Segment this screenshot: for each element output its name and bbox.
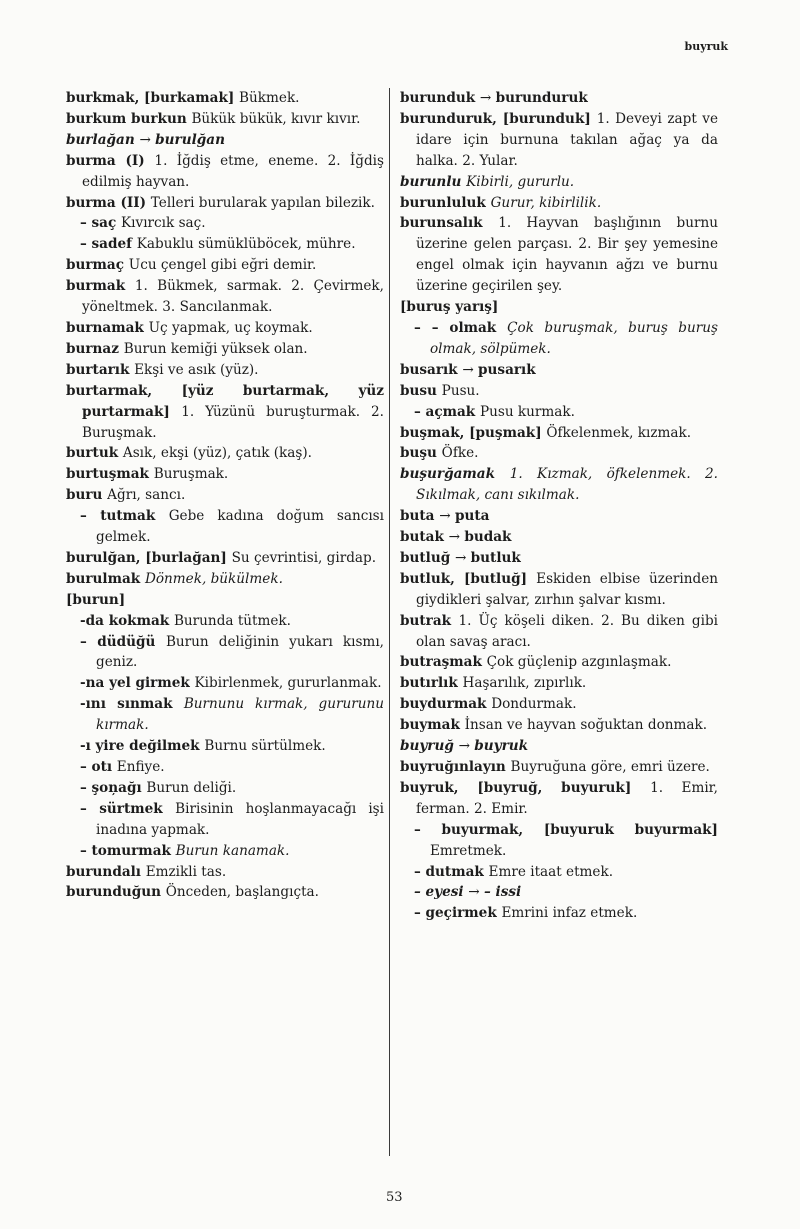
definition: → — [462, 361, 479, 378]
definition: Kabuklu sümüklüböcek, mühre. — [136, 236, 356, 253]
dictionary-subentry — [66, 234, 384, 255]
dictionary-entry — [66, 339, 384, 360]
dictionary-subentry — [66, 778, 384, 799]
dictionary-entry — [400, 109, 718, 172]
dictionary-entry — [400, 193, 718, 214]
headword: – – olmak — [414, 319, 508, 336]
headword: burtuk — [66, 445, 123, 462]
definition: Telleri burularak yapılan bilezik. — [150, 194, 375, 211]
definition: → — [458, 738, 475, 755]
running-head: buyruk — [684, 40, 728, 53]
headword: -ını sınmak — [80, 696, 184, 713]
definition: Gurur, kibirlilik. — [490, 194, 602, 211]
definition: Eskiden elbise üzerinden giydikleri şalvar, zırhın şalvar kısmı. — [416, 570, 719, 608]
headword: burunduruk, [burunduk] — [400, 110, 597, 127]
dictionary-entry — [400, 172, 718, 193]
headword: butrak — [400, 612, 459, 629]
headword: – saç — [80, 215, 122, 232]
dictionary-subentry — [400, 862, 718, 883]
dictionary-entry — [66, 276, 384, 318]
dictionary-subentry — [66, 506, 384, 548]
dictionary-subentry — [400, 882, 718, 903]
headword: – geçirmek — [414, 905, 502, 922]
dictionary-entry — [400, 548, 718, 569]
headword: burma (I) — [66, 152, 155, 169]
definition: Dönmek, bükülmek. — [144, 570, 283, 587]
definition: Emretmek. — [430, 842, 507, 859]
dictionary-entry — [400, 527, 718, 548]
dictionary-entry — [400, 381, 718, 402]
dictionary-entry — [66, 443, 384, 464]
definition: Burun deliği. — [146, 779, 237, 796]
definition: Emzikli tas. — [145, 863, 227, 880]
definition: Burnu sürtülmek. — [204, 738, 326, 755]
dictionary-entry — [66, 109, 384, 130]
dictionary-entry — [400, 673, 718, 694]
definition: Burunda tütmek. — [173, 612, 291, 629]
headword: burunduruk — [495, 90, 588, 106]
headword: buşmak, [puşmak] — [400, 424, 547, 441]
dictionary-entry — [400, 506, 718, 527]
definition: 1. Emir, ferman. 2. Emir. — [416, 779, 719, 817]
headword: – eyesi — [414, 884, 469, 901]
definition: 1. Kızmak, öfkelenmek. 2. Sıkılmak, canı sıkılmak. — [416, 466, 718, 504]
definition: Burun kemiği yüksek olan. — [123, 340, 308, 357]
headword: -na yel girmek — [80, 675, 195, 692]
dictionary-subentry — [66, 673, 384, 694]
definition: 1. Üç köşeli diken. 2. Bu diken gibi olan savaş aracı. — [416, 612, 719, 650]
headword: busu — [400, 382, 442, 399]
definition: Pusu. — [441, 382, 480, 399]
definition: → — [448, 529, 465, 546]
headword: busarık — [400, 361, 463, 378]
definition: İnsan ve hayvan soğuktan donmak. — [464, 717, 708, 734]
definition: Ucu çengel gibi eğri demir. — [128, 257, 317, 274]
headword: burnaz — [66, 340, 124, 357]
headword: burundalı — [66, 863, 146, 880]
definition: Öfke. — [441, 445, 479, 462]
page-number: 53 — [386, 1190, 403, 1205]
left-column — [66, 88, 384, 903]
dictionary-subentry — [66, 213, 384, 234]
dictionary-entry — [400, 715, 718, 736]
dictionary-entry — [66, 130, 384, 151]
headword: – buyurmak, [buyuruk buyurmak] — [414, 821, 718, 838]
headword: butluğ — [400, 549, 455, 566]
dictionary-subentry — [66, 799, 384, 841]
headword: -ı yire değilmek — [80, 738, 205, 755]
headword: buşu — [400, 445, 442, 462]
headword: buta — [400, 508, 440, 525]
dictionary-entry — [400, 569, 718, 611]
headword: – dutmak — [414, 863, 489, 880]
dictionary-entry — [66, 569, 384, 590]
dictionary-entry — [66, 381, 384, 444]
headword: buyruk — [474, 738, 529, 755]
definition: → — [139, 131, 156, 148]
dictionary-entry — [66, 318, 384, 339]
dictionary-entry — [66, 255, 384, 276]
dictionary-entry — [400, 464, 718, 506]
definition: 1. İğdiş etme, eneme. 2. İğdiş edilmiş hayvan. — [82, 152, 384, 190]
headword: -da kokmak — [80, 612, 174, 629]
headword: burtarık — [66, 361, 135, 378]
headword: [buruş yarış] — [400, 299, 499, 316]
definition: 1. Hayvan başlığının burnu üzerine gelen parçası. 2. Bir şey yemesine engel olmak için hayvanın ağzı ve burnu üzerine geçirilen şey. — [416, 215, 718, 295]
definition: Çok buruşmak, buruş buruş olmak, sölpümek. — [430, 319, 718, 357]
headword: butluk, [butluğ] — [400, 570, 537, 587]
right-column — [400, 88, 718, 924]
dictionary-subentry — [400, 402, 718, 423]
definition: Ekşi ve asık (yüz). — [134, 361, 259, 378]
definition: Emrini infaz etmek. — [501, 905, 638, 922]
headword: pusarık — [478, 361, 536, 378]
definition: → — [454, 549, 471, 566]
definition: Gebe kadına doğum sancısı gelmek. — [96, 508, 384, 546]
definition: Kibirlenmek, gururlanmak. — [194, 675, 382, 692]
headword: budak — [464, 529, 512, 546]
dictionary-entry — [400, 778, 718, 820]
dictionary-entry — [66, 882, 384, 903]
dictionary-entry — [66, 862, 384, 883]
dictionary-subentry — [400, 820, 718, 862]
dictionary-entry — [400, 757, 718, 778]
definition: → — [479, 90, 496, 106]
dictionary-subentry — [66, 757, 384, 778]
definition: Birisinin hoşlanmayacağı işi inadına yapmak. — [96, 800, 384, 838]
headword: buru — [66, 487, 108, 504]
definition: Bükük bükük, kıvır kıvır. — [191, 110, 361, 127]
definition: Uç yapmak, uç koymak. — [148, 319, 313, 336]
definition: Öfkelenmek, kızmak. — [546, 424, 692, 441]
headword: – sürtmek — [80, 800, 176, 817]
definition: Burun kanamak. — [175, 842, 290, 859]
definition: Çok güçlenip azgınlaşmak. — [486, 654, 672, 671]
headword: burulğan, [burlağan] — [66, 549, 232, 566]
definition: 1. Deveyi zapt ve idare için burnuna takılan ağaç ya da halka. 2. Yular. — [416, 110, 718, 169]
headword: butak — [400, 529, 449, 546]
definition: Bükmek. — [239, 90, 300, 106]
headword: – otı — [80, 759, 117, 775]
headword: – düdüğü — [80, 633, 166, 650]
dictionary-subentry — [400, 318, 718, 360]
headword: buyruğ — [400, 738, 459, 755]
headword: burkum burkun — [66, 110, 192, 127]
headword: burunsalık — [400, 215, 499, 232]
headword: buyruğınlayın — [400, 759, 511, 775]
headword: – tomurmak — [80, 842, 176, 859]
definition: Burun deliğinin yukarı kısmı, geniz. — [96, 633, 384, 671]
headword: buydurmak — [400, 696, 492, 713]
definition: Burnunu kırmak, gururunu kırmak. — [96, 696, 384, 734]
definition: 1. Yüzünü buruşturmak. 2. Buruşmak. — [82, 403, 384, 441]
headword: burkmak, [burkamak] — [66, 90, 240, 106]
headword: butırlık — [400, 675, 463, 692]
headword: burunduk — [400, 90, 480, 106]
dictionary-entry — [66, 590, 384, 611]
headword: burlağan — [66, 131, 140, 148]
headword: puta — [454, 508, 490, 525]
dictionary-subentry — [66, 736, 384, 757]
headword: buyruk, [buyruğ, buyuruk] — [400, 779, 651, 796]
definition: Emre itaat etmek. — [488, 863, 614, 880]
definition: Asık, ekşi (yüz), çatık (kaş). — [122, 445, 312, 462]
definition: 1. Bükmek, sarmak. 2. Çevirmek, yöneltmek. 3. Sancılanmak. — [82, 278, 384, 316]
definition: Haşarılık, zıpırlık. — [462, 675, 587, 692]
dictionary-subentry — [66, 632, 384, 674]
dictionary-entry — [66, 485, 384, 506]
definition: Su çevrintisi, girdap. — [231, 549, 377, 566]
dictionary-entry — [400, 443, 718, 464]
definition: Kıvırcık saç. — [121, 215, 206, 232]
dictionary-subentry — [66, 694, 384, 736]
headword: butraşmak — [400, 654, 487, 671]
dictionary-entry — [66, 88, 384, 109]
headword: burmaç — [66, 257, 129, 274]
headword: – issi — [484, 884, 522, 901]
headword: [burun] — [66, 591, 126, 608]
headword: – sadef — [80, 236, 137, 253]
headword: burmak — [66, 278, 135, 295]
headword: burulğan — [155, 131, 225, 148]
dictionary-entry — [400, 652, 718, 673]
definition: Önceden, başlangıçta. — [165, 884, 319, 901]
dictionary-entry — [400, 297, 718, 318]
definition: Ağrı, sancı. — [107, 487, 186, 504]
dictionary-entry — [66, 151, 384, 193]
headword: burma (II) — [66, 194, 151, 211]
dictionary-entry — [66, 464, 384, 485]
headword: buymak — [400, 717, 465, 734]
dictionary-entry — [400, 213, 718, 297]
definition: Buyruğuna göre, emri üzere. — [510, 759, 710, 775]
dictionary-entry — [400, 736, 718, 757]
headword: burunluluk — [400, 194, 491, 211]
dictionary-subentry — [400, 903, 718, 924]
headword: burtuşmak — [66, 466, 154, 483]
dictionary-entry — [400, 88, 718, 109]
definition: Enfiye. — [116, 759, 165, 775]
definition: Pusu kurmak. — [479, 403, 575, 420]
definition: → — [439, 508, 455, 525]
headword: burunlu — [400, 173, 467, 190]
dictionary-entry — [66, 548, 384, 569]
headword: burtarmak, [yüz burtarmak, yüz purtarmak] — [66, 382, 384, 420]
definition: → — [468, 884, 484, 901]
headword: – şoņağı — [80, 779, 147, 796]
dictionary-subentry — [66, 611, 384, 632]
dictionary-entry — [400, 694, 718, 715]
definition: Kibirli, gururlu. — [466, 173, 575, 190]
headword: buşurğamak — [400, 466, 510, 483]
dictionary-entry — [400, 423, 718, 444]
headword: burulmak — [66, 570, 145, 587]
dictionary-entry — [66, 193, 384, 214]
headword: – tutmak — [80, 508, 169, 525]
headword: – açmak — [414, 403, 480, 420]
definition: Buruşmak. — [153, 466, 229, 483]
definition: Dondurmak. — [491, 696, 577, 713]
headword: burnamak — [66, 319, 149, 336]
dictionary-entry — [66, 360, 384, 381]
dictionary-entry — [400, 360, 718, 381]
headword: burunduğun — [66, 884, 166, 901]
dictionary-entry — [400, 611, 718, 653]
column-divider — [389, 88, 390, 1156]
dictionary-subentry — [66, 841, 384, 862]
headword: butluk — [470, 549, 521, 566]
